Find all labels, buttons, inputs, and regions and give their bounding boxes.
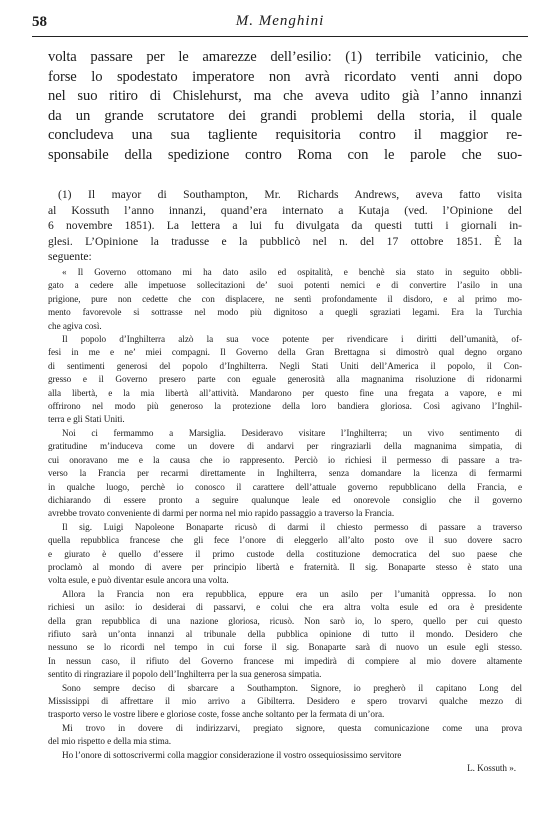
letter-line: mento favorevole si sottrasse nel modo più dignitoso a quegli sgraziati legami. Era la Turchia bbox=[48, 307, 522, 318]
letter-line: In nessun caso, il rifiuto del Governo francese mi impedirà di compiere al mio dovere altamente bbox=[48, 655, 522, 666]
footnote-intro-line: 6 novembre 1851). La lettera a lui fu divulgata da questi tutti i giornali in- bbox=[48, 219, 522, 233]
main-text-line: volta passare per le amarezze dell’esilio: (1) terribile vaticinio, che bbox=[48, 49, 522, 65]
letter-line: Allora la Francia non era repubblica, eppure era un asilo per l’umanità oppressa. Io non bbox=[62, 588, 522, 599]
main-text-line: forse lo spodestato imperatore non avrà ricordato venti anni dopo bbox=[48, 68, 522, 85]
letter-line: dichiarando di essere pronto a seguire qualunque leale ed onorevole consiglio che il governo bbox=[48, 494, 522, 505]
letter-line: Sono sempre deciso di sbarcare a Southampton. Signore, io pregherò il capitano Long del bbox=[62, 682, 522, 693]
letter-line: Il sig. Luigi Napoleone Bonaparte ricusò di darmi il chiesto permesso di passare a traverso bbox=[62, 521, 522, 532]
running-head: M. Menghini bbox=[235, 13, 325, 29]
letter-line: di sentimenti generosi del popolo d’Inghilterra. Negli Stati Uniti dell’America il popolo, il Con- bbox=[48, 360, 522, 371]
footnote-intro-line: (1) Il mayor di Southampton, Mr. Richards Andrews, aveva fatto visita bbox=[58, 188, 522, 201]
letter-line: Il popolo d’Inghilterra alzò la sua voce potente per rivendicare i diritti dell’umanità, of- bbox=[62, 334, 522, 345]
letter-signature: L. Kossuth ». bbox=[467, 763, 516, 774]
letter-line: richiesi un asilo: io desiderai di passarvi, e colui che era altra volta esule ed ora è presidente bbox=[48, 602, 522, 613]
main-text bbox=[48, 48, 522, 166]
footnote-intro-line: seguente: bbox=[48, 250, 92, 264]
letter-line: nessuno se lo ricordi nel tempo in cui forse il sig. Bonaparte sarà di nuovo un esule egli stesso. bbox=[48, 642, 522, 653]
letter-line: sentito di ringraziare il popolo dell’Inghilterra per la sua generosa simpatia. bbox=[48, 669, 322, 680]
main-text-line: sponsabile della spedizione contro Roma con le parole che suo- bbox=[48, 146, 522, 163]
footnote-intro bbox=[48, 187, 522, 265]
page-header bbox=[32, 9, 528, 35]
letter-line: avrebbe trovato conveniente di darmi per norma nel mio rapido passaggio a traverso la Francia. bbox=[48, 508, 395, 519]
letter-line: verso la Francia per recarmi direttamente in Inghilterra, senza domandare la licenza di fermarmi bbox=[48, 468, 522, 479]
footnote-intro-line: glesi. L’Opinione la tradusse e la pubblicò nel n. del 17 ottobre 1851. È la bbox=[48, 234, 522, 248]
letter-line: trasporto verso le vostre libere e gloriose coste, fosse anche soltanto per la fermata di un’ora. bbox=[48, 709, 385, 720]
letter-line: prigione, pure non cedette che con displacere, ne sentì profondamente il disdoro, e al primo mo- bbox=[48, 293, 522, 304]
letter-line: che agiva così. bbox=[48, 320, 102, 331]
letter-line: Mississippi di affrettare il mio arrivo a Gibilterra. Desidero e spero trovarvi qualche mezzo di bbox=[48, 696, 522, 706]
letter-line: e giurato è quello d’essere il primo custode della costituzione democratica del suo paese che bbox=[48, 548, 522, 559]
main-text-line: nel suo ritiro di Chislehurst, ma che aveva udito già l’anno innanzi bbox=[48, 88, 522, 105]
footnote-intro-line: al Kossuth l’anno innanzi, quand’era internato a Kutaja (ved. l’Opinione del bbox=[48, 203, 522, 217]
letter-line: gresso e il Governo presero parte con eguale generosità alla magnanima risoluzione di ridonarmi bbox=[48, 374, 522, 385]
letter-line: Mi trovo in dovere di indirizzarvi, pregiato signore, questa comunicazione come una prova bbox=[62, 722, 522, 733]
letter-line: cui onoravano me e la causa che io rappresento. Perciò io richiesi il permesso di passare a tra- bbox=[48, 454, 522, 465]
letter-line: della gran repubblica di una nazione gloriosa, ricusò. Non sarò io, lo spero, quello per cui questo bbox=[48, 615, 522, 626]
letter-line: del mio rispetto e della mia stima. bbox=[48, 736, 172, 747]
letter-line: volta esule, e può diventar esule ancora una volta. bbox=[48, 575, 229, 586]
main-text-line: concludeva una sua tagliente requisitoria contro il maggior re- bbox=[48, 127, 522, 144]
letter-line: alla libertà, e la mia libertà all’attività. Mandarono per questo fine una fregata a vapore, e mi bbox=[48, 387, 522, 398]
letter-line: Noi ci fermammo a Marsiglia. Desideravo visitare l’Inghilterra; un vivo sentimento di bbox=[62, 427, 522, 438]
letter-line: offrirono nel modo più generoso la protezione della loro bandiera gloriosa. Così agivano l’Inghil- bbox=[48, 401, 522, 412]
page-number: 58 bbox=[32, 14, 47, 30]
letter-line: quella repubblica francese che gli fece l’onore di eleggerlo all’alto posto ove il suo dovere sacro bbox=[48, 535, 522, 546]
letter-line: « Il Governo ottomano mi ha dato asilo ed ospitalità, e benchè sia stato in seguito obbli- bbox=[62, 267, 522, 277]
letter-line: in qualche luogo, perchè io conosco il carattere dell’attuale governo repubblicano della Francia, e bbox=[48, 481, 522, 492]
footnote-quoted-letter bbox=[48, 266, 522, 775]
letter-line: terra e gli Stati Uniti. bbox=[48, 414, 125, 425]
main-text-line: da un grande scrutatore dei grandi problemi della storia, il quale bbox=[48, 107, 522, 124]
letter-line: fesi in me e ne’ miei compagni. Il Governo della Gran Brettagna si dimostrò qual degno organo bbox=[48, 347, 522, 358]
header-rule bbox=[32, 36, 528, 37]
letter-line: Ho l’onore di sottoscrivermi colla maggior considerazione il vostro ossequiosissimo servitore bbox=[62, 749, 402, 760]
letter-line: gratitudine m’induceva come un dovere di andarvi per ringraziarli della magnanima simpatia, di bbox=[48, 441, 522, 452]
letter-line: proclamò al mondo di avere per principio libertà e fraternità. Il sig. Bonaparte stesso è stato una bbox=[48, 561, 522, 572]
letter-line: rifiuto sarà un’onta innanzi al tribunale della pubblica opinione di tutto il mondo. Desidero che bbox=[48, 628, 522, 639]
letter-line: gato a cedere alle impetuose sollecitazioni de’ suoi potenti nemici e di convertire l’asilo in una bbox=[48, 280, 522, 291]
